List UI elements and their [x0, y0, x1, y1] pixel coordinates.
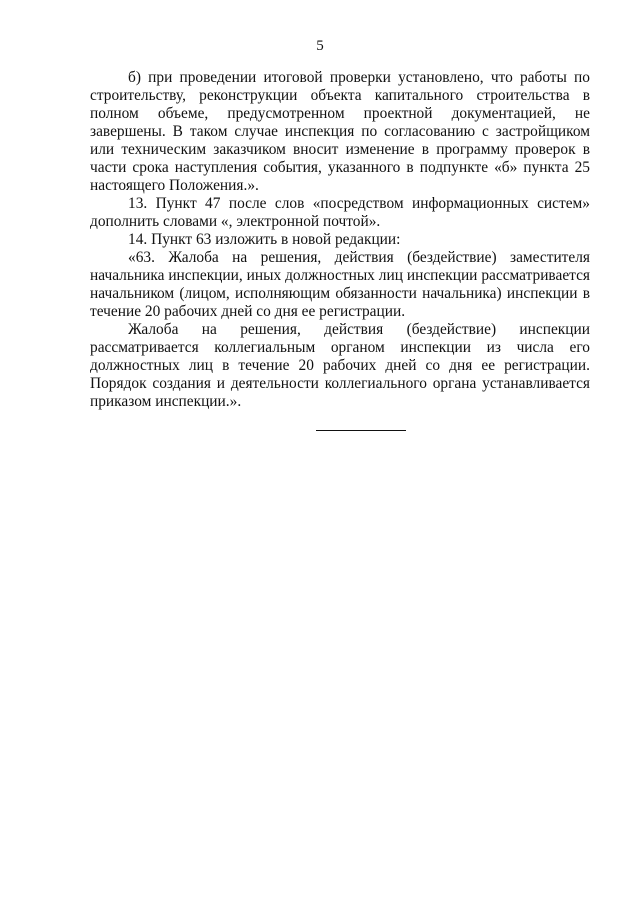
paragraph-point-14: 14. Пункт 63 изложить в новой редакции:: [128, 231, 401, 248]
paragraph-point-63: «63. Жалоба на решения, действия (бездействие) заместителя начальника инспекции, иных должностных лиц инспекции рассматривается начальником (лицом, исполняющим обязанности начальника) инспекции в течение 20 рабочих дней со дня ее регистрации.: [90, 249, 590, 320]
page-number: 5: [316, 38, 324, 54]
end-separator-line: [316, 430, 406, 431]
paragraph-item-b: б) при проведении итоговой проверки установлено, что работы по строительству, реконструкции объекта капитального строительства в полном объеме, предусмотренном проектной документацией, не завершены. В таком случае инспекция по согласованию с застройщиком или техническим заказчиком вносит изменение в программу проверок в части срока наступления события, указанного в подпункте «б» пункта 25 настоящего Положения.».: [90, 69, 590, 194]
document-body: [90, 69, 590, 411]
paragraph-complaint-collegial: Жалоба на решения, действия (бездействие) инспекции рассматривается коллегиальным органом инспекции из числа его должностных лиц в течение 20 рабочих дней со дня ее регистрации. Порядок создания и деятельности коллегиального органа устанавливается приказом инспекции.».: [90, 321, 590, 410]
paragraph-point-13: 13. Пункт 47 после слов «посредством информационных систем» дополнить словами «, электронной почтой».: [90, 195, 590, 230]
